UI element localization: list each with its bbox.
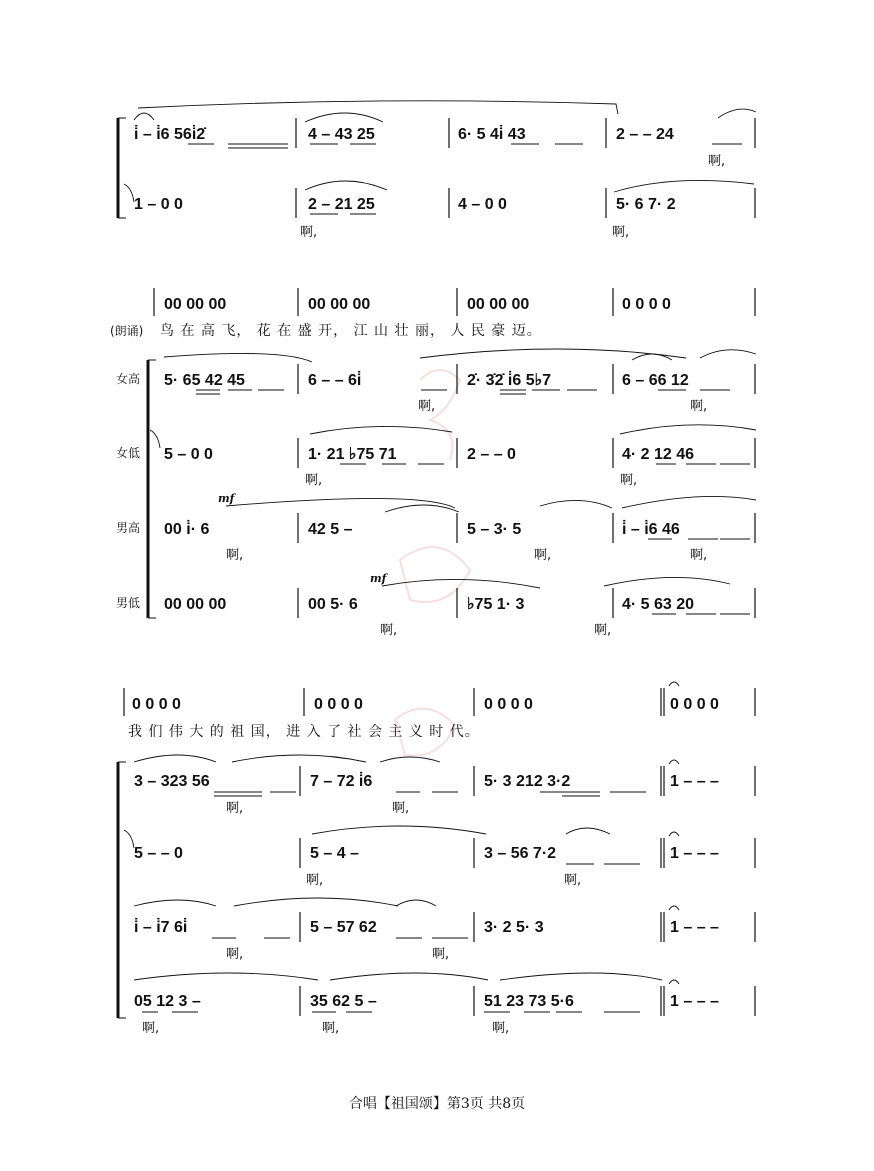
rest-measure: 0 0 0 0 [132,696,181,713]
voice-label: 女低 [116,446,141,460]
lyric: 啊, [594,623,612,638]
lyric: 啊, [142,1021,160,1036]
recitation [110,296,671,339]
measure: 1 – – – [670,845,719,862]
voice-label: 女高 [116,372,141,386]
rest-measure: 00 00 00 [467,296,530,313]
lyric: 啊, [392,801,410,816]
recitation-2 [128,696,719,740]
recitation-text: 鸟 在 高 飞， 花 在 盛 开， 江 山 壮 丽， 人 民 豪 迈。 [160,323,542,339]
alto-staff [116,446,694,488]
system-3-staff-2 [134,845,719,888]
soprano-staff [116,371,707,414]
lyric: 啊, [226,548,244,563]
lyric: 啊, [708,154,726,169]
measure: 1 – – – [670,919,719,936]
system-3-staff-4 [134,993,719,1036]
measure: i̇ – i̇7 6i̇ [134,919,188,936]
measure: 5 – 57 62 [310,919,377,936]
measure: 5 – 0 0 [164,446,213,463]
system-3-staff-3 [134,918,719,962]
lyric: 啊, [300,225,318,240]
measure: 00 00 00 [164,596,227,613]
lyric: 啊, [418,399,436,414]
measure: 4· 5 63 20 [622,596,695,613]
rest-measure: 0 0 0 0 [484,696,533,713]
rest-measure: 00 00 00 [308,296,371,313]
lyric: 啊, [620,473,638,488]
lyric: 啊, [432,947,450,962]
rest-measure: 00 00 00 [164,296,227,313]
measure: 5 – – 0 [134,845,183,862]
watermark-seal [395,370,470,756]
system-1-staff-2 [134,196,676,240]
lyric: 啊, [226,947,244,962]
measure: 7 – 72 i̇6 [310,773,373,790]
lyric: 啊, [306,873,324,888]
lyric: 啊, [612,225,630,240]
system-1-staff-1 [134,125,725,169]
measure: i̇ – i̇6 56i̇2̇ [134,126,206,143]
lyric: 啊, [564,873,582,888]
rest-measure: 0 0 0 0 [670,696,719,713]
measure: i̇ – i̇6 46 [622,521,680,538]
measure: 4 – 0 0 [458,196,507,213]
measure: 05 12 3 – [134,993,201,1010]
measure: 6· 5 4i̇ 43 [458,126,526,143]
lyric: 啊, [380,623,398,638]
recitation-label: (朗诵) [110,324,144,338]
measure: 1 – – – [670,993,719,1010]
measure: 3· 2 5· 3 [484,919,544,936]
measure: 3 – 56 7·2 [484,845,557,862]
lyric: 啊, [690,399,708,414]
measure: 5 – 3· 5 [467,521,522,538]
measure: ♭75 1· 3 [467,596,525,613]
measure: 00 5· 6 [308,596,358,613]
system-3-staff-1 [134,772,719,816]
measure: 5 – 4 – [310,845,359,862]
lyric: 啊, [226,801,244,816]
voice-label: 男低 [116,596,141,610]
rest-measure: 0 0 0 0 [622,296,671,313]
rest-measure: 0 0 0 0 [314,696,363,713]
lyric: 啊, [492,1021,510,1036]
voice-label: 男高 [116,521,141,535]
page-footer: 合唱【祖国颂】第3页 共8页 [348,1096,526,1112]
measure: 5· 6 7· 2 [616,196,676,213]
measure: 3 – 323 56 [134,773,210,790]
measure: 1 – – – [670,773,719,790]
lyric: 啊, [534,548,552,563]
recitation-text: 我 们 伟 大 的 祖 国， 进 入 了 社 会 主 义 时 代。 [128,724,480,740]
measure: 1 – 0 0 [134,196,183,213]
measure: 1· 21 ♭75 71 [308,446,397,463]
measure: 51 23 73 5·6 [484,993,574,1010]
measure: 2 – 21 25 [308,196,375,213]
dynamic-mf: mf [218,492,235,505]
measure: 2̇· 3̇2̇ i̇6 5♭7 [467,372,552,389]
measure: 4· 2 12 46 [622,446,695,463]
lyric: 啊, [305,473,323,488]
measure: 42 5 – [308,521,353,538]
measure: 00 i̇· 6 [164,521,210,538]
measure: 35 62 5 – [310,993,377,1010]
measure: 2 – – 0 [467,446,516,463]
measure: 5· 65 42 45 [164,372,245,389]
lyric: 啊, [690,548,708,563]
measure: 5· 3 212 3·2 [484,773,571,790]
measure: 6 – – 6i̇ [308,372,362,389]
lyric: 啊, [322,1021,340,1036]
measure: 6 – 66 12 [622,372,689,389]
measure: 4 – 43 25 [308,126,375,143]
measure: 2 – – 24 [616,126,674,143]
dynamic-mf: mf [370,572,387,585]
